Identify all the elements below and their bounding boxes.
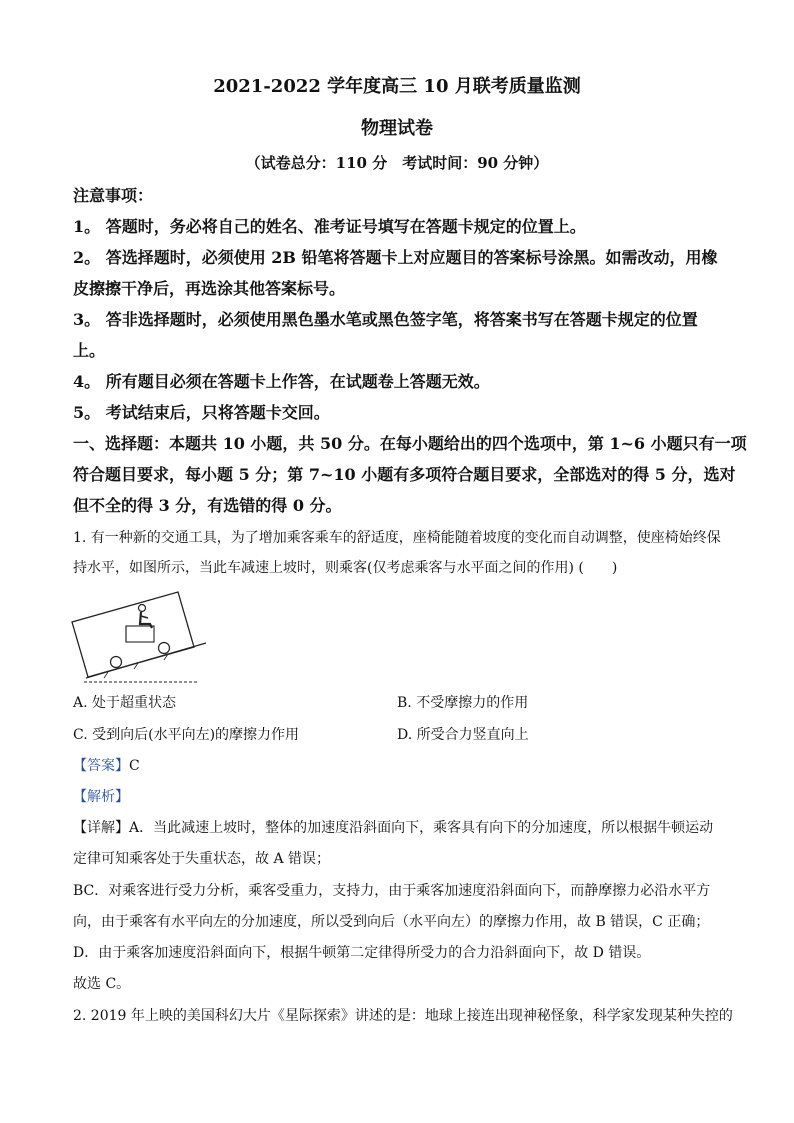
note-item: 2。 答选择题时，必须使用 2B 铅笔将答题卡上对应题目的答案标号涂黑。如需改动，用橡 <box>73 248 718 267</box>
detail-line: BC．对乘客进行受力分析，乘客受重力，支持力，由于乘客加速度沿斜面向下，而静摩擦力必沿水平方 <box>73 883 711 899</box>
note-item: 皮擦擦干净后，再选涂其他答案标号。 <box>73 279 346 298</box>
notes-heading: 注意事项： <box>73 186 154 205</box>
detail-line: D．由于乘客加速度沿斜面向下，根据牛顿第二定律得所受力的合力沿斜面向下，故 D 错误。 <box>73 945 651 961</box>
answer-line <box>73 755 140 775</box>
option-c: C. 受到向后(水平向左)的摩擦力作用 <box>73 727 300 743</box>
exam-info: （试卷总分：110 分 考试时间：90 分钟） <box>245 154 549 172</box>
note-item: 1。 答题时，务必将自己的姓名、准考证号填写在答题卡规定的位置上。 <box>73 217 586 236</box>
note-item: 5。 考试结束后，只将答题卡交回。 <box>73 403 330 422</box>
question-stem: 2. 2019 年上映的美国科幻大片《星际探索》讲述的是：地球上接连出现神秘怪象，科学家发现某种失控的 <box>73 1008 733 1024</box>
exam-title: 2021-2022 学年度高三 10 月联考质量监测 <box>213 76 581 97</box>
section-heading: 但不全的得 3 分，有选错的得 0 分。 <box>73 496 342 515</box>
detail-line: 【详解】A．当此减速上坡时，整体的加速度沿斜面向下，乘客具有向下的分加速度，所以根据牛顿运动 <box>73 820 714 836</box>
section-heading: 符合题目要求，每小题 5 分；第 7~10 小题有多项符合题目要求，全部选对的得 5 分，选对 <box>73 465 736 484</box>
option-d: D. 所受合力竖直向上 <box>397 727 529 743</box>
answer-tag: 【答案】 <box>73 758 129 774</box>
note-item: 上。 <box>73 341 106 360</box>
answer-value: C <box>129 758 140 774</box>
analysis-tag: 【解析】 <box>73 789 129 805</box>
question-stem: 持水平，如图所示，当此车减速上坡时，则乘客(仅考虑乘客与水平面之间的作用) ( ) <box>73 560 618 576</box>
note-item: 4。 所有题目必须在答题卡上作答，在试题卷上答题无效。 <box>73 372 490 391</box>
question-stem: 1. 有一种新的交通工具，为了增加乘客乘车的舒适度，座椅能随着坡度的变化而自动调整，使座椅始终保 <box>73 530 721 546</box>
section-heading: 一、选择题：本题共 10 小题，共 50 分。在每小题给出的四个选项中，第 1~6 小题只有一项 <box>73 434 747 453</box>
detail-line: 故选 C。 <box>73 976 131 992</box>
option-b: B. 不受摩擦力的作用 <box>397 695 529 711</box>
exam-subtitle: 物理试卷 <box>361 118 433 139</box>
option-a: A. 处于超重状态 <box>73 695 177 711</box>
vehicle-on-slope-figure <box>68 590 218 690</box>
detail-line: 向，由于乘客有水平向左的分加速度，所以受到向后（水平向左）的摩擦力作用，故 B 错误，C 正确； <box>73 914 710 930</box>
detail-line: 定律可知乘客处于失重状态，故 A 错误； <box>73 851 331 867</box>
note-item: 3。 答非选择题时，必须使用黑色墨水笔或黑色签字笔，将答案书写在答题卡规定的位置 <box>73 310 698 329</box>
